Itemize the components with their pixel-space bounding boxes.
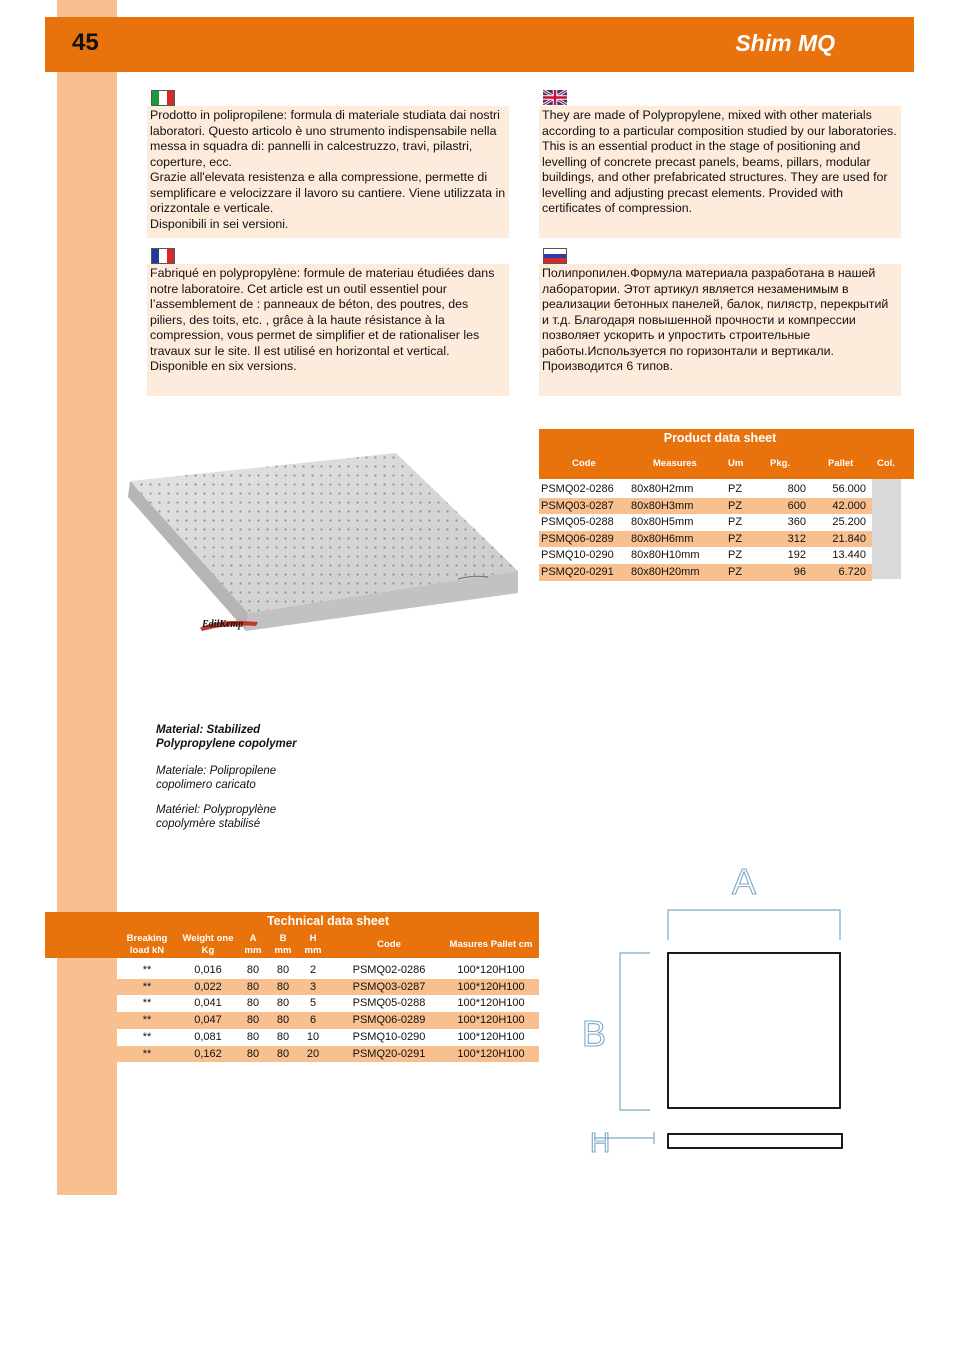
italy-flag-icon (151, 90, 175, 106)
description-russian: Полипропилен.Формула материала разработана в нашей лаборатории. Этот артикул является незаменимым в реализации бетонных панелей, балок, пилястр, перекрытий и т.д. Благодаря повышенной прочности и компрессии позволяет ускорить и упростить строительные работы.Используется по горизонтали и вертикали. Производится 6 типов. (539, 264, 901, 396)
material-french: Matériel: Polypropylène copolymère stabilisé (156, 804, 277, 830)
cell-weight: 0,081 (194, 1030, 222, 1043)
tech-table-header (117, 912, 539, 958)
cell-measures: 80x80H3mm (631, 499, 694, 512)
cell-code: PSMQ02-0286 (352, 964, 426, 976)
col-pallet-measures: Masures Pallet cm (449, 939, 533, 950)
col-code: Code (377, 939, 401, 950)
cell-code: PSMQ10-0290 (541, 549, 614, 562)
cell-um: PZ (728, 566, 743, 578)
cell-breaking-load: ** (142, 997, 152, 1010)
cell-pallet: 100*120H100 (457, 1014, 525, 1027)
cell-breaking-load: ** (142, 964, 152, 976)
description-french: Fabriqué en polypropylène: formule de materiau étudiées dans notre laboratoire. Cet article est un outil essentiel pour l’assemblement de : panneaux de béton, des poutres, des piliers, des toits, etc. , grâce à la haute résistance à la compression, vous permet de simplifier et de rationaliser les travaux sur le site. Il est utilisé en horizontal et vertical. Disponible en six versions. (147, 264, 509, 396)
cell-pallet: 13.440 (832, 549, 866, 562)
cell-code: PSMQ02-0286 (541, 483, 614, 495)
table-row (117, 979, 539, 996)
material-italian: Materiale: Polipropilene copolimero caricato (156, 765, 277, 791)
col-a: A mm (244, 933, 262, 956)
table-row (117, 1012, 539, 1029)
cell-weight: 0,022 (194, 980, 222, 993)
table-row (539, 481, 872, 498)
cell-um: PZ (728, 532, 743, 545)
cell-b: 80 (276, 1014, 290, 1027)
cell-a: 80 (246, 997, 260, 1010)
cell-pallet: 100*120H100 (457, 964, 525, 976)
cell-pallet: 100*120H100 (457, 1047, 525, 1060)
cell-um: PZ (728, 483, 743, 495)
cell-weight: 0,162 (194, 1047, 222, 1060)
product-table-side-column (872, 479, 901, 579)
cell-measures: 80x80H10mm (631, 549, 700, 562)
page-number: 45 (72, 29, 99, 56)
table-row (117, 962, 539, 979)
cell-breaking-load: ** (142, 1047, 152, 1060)
cell-h: 10 (306, 1030, 320, 1043)
cell-um: PZ (728, 516, 743, 529)
cell-pkg: 96 (793, 566, 806, 578)
cell-h: 20 (306, 1047, 320, 1060)
cell-b: 80 (276, 964, 290, 976)
svg-text:EdilKemp: EdilKemp (202, 619, 244, 630)
cell-pallet: 25.200 (832, 516, 866, 529)
cell-pkg: 360 (787, 516, 806, 529)
brand-logo (198, 614, 260, 634)
cell-h: 6 (309, 1014, 317, 1027)
cell-pallet: 56.000 (832, 483, 866, 495)
cell-measures: 80x80H6mm (631, 532, 694, 545)
drawing-label-b: B (582, 1013, 607, 1054)
dimension-drawing (580, 860, 850, 1160)
cell-pallet: 42.000 (832, 499, 866, 512)
france-flag-icon (151, 248, 175, 264)
drawing-label-a: A (732, 861, 757, 902)
cell-pkg: 800 (787, 483, 806, 495)
cell-pallet: 100*120H100 (457, 980, 525, 993)
cell-measures: 80x80H20mm (631, 566, 700, 578)
tech-table-left-accent (45, 912, 117, 958)
cell-um: PZ (728, 549, 743, 562)
cell-b: 80 (276, 1047, 290, 1060)
cell-b: 80 (276, 997, 290, 1010)
cell-b: 80 (276, 980, 290, 993)
col-um: Um (728, 458, 744, 469)
product-table-header (539, 429, 914, 479)
cell-pallet: 100*120H100 (457, 1030, 525, 1043)
cell-pkg: 600 (787, 499, 806, 512)
cell-code: PSMQ20-0291 (352, 1047, 426, 1060)
cell-weight: 0,041 (194, 997, 222, 1010)
cell-pallet: 100*120H100 (457, 997, 525, 1010)
col-pallet: Pallet (828, 458, 854, 469)
col-col: Col. (877, 458, 895, 469)
cell-a: 80 (246, 1014, 260, 1027)
table-row (117, 1046, 539, 1063)
cell-um: PZ (728, 499, 743, 512)
cell-a: 80 (246, 1030, 260, 1043)
cell-breaking-load: ** (142, 1030, 152, 1043)
col-breaking-load: Breaking load kN (126, 933, 168, 956)
col-pkg: Pkg. (770, 458, 791, 469)
cell-a: 80 (246, 980, 260, 993)
cell-code: PSMQ10-0290 (352, 1030, 426, 1043)
cell-h: 2 (309, 964, 317, 976)
cell-breaking-load: ** (142, 980, 152, 993)
table-row (117, 1029, 539, 1046)
uk-flag-icon (543, 90, 567, 105)
col-h: H mm (304, 933, 322, 956)
drawing-label-h: H (590, 1127, 611, 1158)
col-b: B mm (274, 933, 292, 956)
product-table-title: Product data sheet (663, 431, 777, 445)
cell-pallet: 6.720 (838, 566, 866, 578)
table-row (539, 514, 872, 531)
cell-h: 5 (309, 997, 317, 1010)
description-italian: Prodotto in polipropilene: formula di materiale studiata dai nostri laboratori. Questo articolo è uno strumento indispensabile nella messa in squadra di: pannelli in calcestruzzo, travi, pilastri, coperture, ecc. Grazie all'elevata resistenza e alla compressione, permette di semplificare e velocizzare il lavoro su cantiere. Viene utilizzata in orizzontale e verticale. Disponibili in sei versioni. (147, 106, 509, 238)
cell-pallet: 21.840 (832, 532, 866, 545)
cell-code: PSMQ20-0291 (541, 566, 614, 578)
cell-measures: 80x80H2mm (631, 483, 694, 495)
cell-code: PSMQ06-0289 (352, 1014, 426, 1027)
description-english: They are made of Polypropylene, mixed with other materials according to a particular composition studied by our laboratories. This is an essential product in the stage of positioning and levelling of concrete precast panels, beams, pillars, modular buildings, and other prefabricated structures. They are used for levelling and adjusting precast elements. Provided with certificates of compression. (539, 106, 901, 238)
col-measures: Measures (653, 458, 697, 469)
cell-code: PSMQ05-0288 (541, 516, 614, 529)
cell-measures: 80x80H5mm (631, 516, 694, 529)
page-title: Shim MQ (735, 30, 835, 56)
cell-pkg: 312 (787, 532, 806, 545)
material-english: Material: Stabilized Polypropylene copolymer (156, 724, 297, 750)
cell-code: PSMQ03-0287 (352, 980, 426, 993)
cell-code: PSMQ03-0287 (541, 499, 614, 512)
cell-b: 80 (276, 1030, 290, 1043)
cell-weight: 0,047 (194, 1014, 222, 1027)
col-weight: Weight one Kg (182, 933, 234, 956)
cell-pkg: 192 (787, 549, 806, 562)
table-row (539, 564, 872, 581)
cell-code: PSMQ05-0288 (352, 997, 426, 1010)
tech-table-title: Technical data sheet (266, 914, 390, 928)
table-row (539, 547, 872, 564)
cell-a: 80 (246, 964, 260, 976)
cell-weight: 0,016 (194, 964, 222, 976)
russia-flag-icon (543, 248, 567, 264)
col-code: Code (572, 458, 596, 469)
cell-a: 80 (246, 1047, 260, 1060)
cell-code: PSMQ06-0289 (541, 532, 614, 545)
table-row (539, 531, 872, 548)
table-row (117, 995, 539, 1012)
product-photo (128, 453, 520, 633)
cell-h: 3 (309, 980, 317, 993)
cell-breaking-load: ** (142, 1014, 152, 1027)
table-row (539, 498, 872, 515)
side-strip (57, 0, 117, 1195)
